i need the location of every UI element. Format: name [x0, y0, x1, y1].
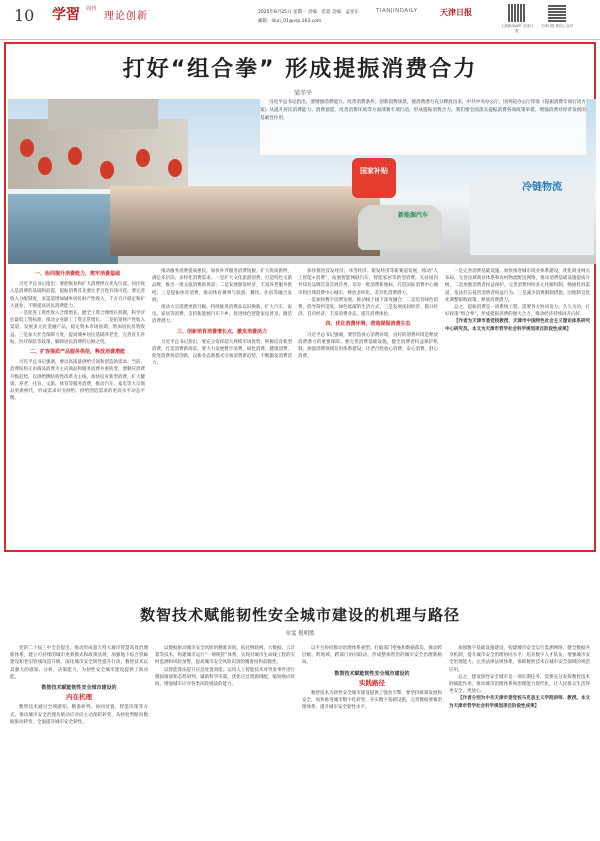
subsidy-badge: 国家补贴: [352, 158, 396, 198]
paragraph: 推动服务消费提质惠民。加快补齐服务消费短板，扩大优质供给，满足多层次、多样化消费需求。一是扩大文化旅游消费，打造特色文旅品牌，推出一批文旅消费新场景；二是发展银发经济，丰富养老服务供给；三是提振体育消费，推动体育赛事与旅游、餐饮、住宿等融合发展。: [152, 269, 292, 303]
author-note: 【作者为天津市委党校教授、天津市中国特色社会主义理论体系研究中心研究员。本文为天津市哲学社会科学规划项目阶段性成果】: [445, 319, 590, 332]
article-column: [302, 645, 442, 835]
paragraph: 以智能算法提升应急处置效能。运用人工智能技术对突发事件进行模拟推演和态势研判，辅助科学决策，优化应急资源调配，缩短响应时间，增强城市应对各类风险挑战的能力。: [155, 667, 295, 688]
qr-code-icon[interactable]: [548, 4, 566, 22]
subheading-emphasis: 实践路径: [359, 678, 385, 687]
article-author: 梁辛平: [294, 90, 313, 97]
car-label: 新能源汽车: [398, 212, 429, 219]
paragraph: 习近平总书记强调，要营造放心消费环境。良好的消费环境是释放消费潜力的重要保障。要完善消费基础设施，健全消费者权益保护机制，加强消费领域信用体系建设，让老百姓放心消费、安心消费、舒心消费。: [298, 332, 438, 360]
paragraph: 一是促进工资性收入合理增长。健全工资合理增长机制，科学评估最低工资标准，推动企业职工工资正常增长。二是拓宽财产性收入渠道，发展多元化金融产品，稳定资本市场预期，增加居民投资收益。三是加大社会保障力度，提高城乡居民基础养老金，完善育儿补贴、医疗保险等政策，解除居民消费的后顾之忧。: [10, 311, 145, 345]
author-note: 【作者分别为中共天津市委党校马克思主义学院讲师、教授。本文为天津市哲学社会科学规划项目阶段性成果】: [449, 696, 590, 709]
paper-logo-small: 周刊: [86, 6, 97, 12]
subheading: 四、优化消费环境，营造提振消费生态: [325, 321, 411, 328]
section-title: 理论创新: [104, 11, 148, 22]
paragraph: 加快推进首发经济、冰雪经济、银发经济等新赛道发展，推动“人工智能+消费”，拓展智能网联汽车、智能家居等新型消费。支持国内外知名品牌首发首展首秀，培育一批消费新地标，打造国际消费中心城市和区域消费中心城市，释放多样化、差异化消费潜力。: [298, 269, 438, 296]
article-author: 章雯 倪明胜: [285, 631, 315, 637]
article-column: [10, 645, 148, 835]
truck-label: 冷链物流: [522, 182, 562, 193]
paragraph: 一是加快数字消费发展，推动线上线下深度融合；二是培育绿色消费，倡导简约适度、绿色低碳的生活方式；三是发展夜间经济、假日经济、首店经济，丰富消费业态，提升消费体验。: [298, 297, 438, 318]
article-lead: 习近平总书记指出，要增强消费能力，改善消费条件，创新消费场景，使消费潜力充分释放出来，中共中央办公厅、国务院办公厅印发《提振消费专项行动方案》从提升居民消费能力、消费意愿、改善消费环境等方面部署专项行动，形成提振消费合力。我们要全面落实提振消费各项政策举措，增强消费对经济发展的基础性作用。: [260, 99, 586, 155]
article-column: [155, 645, 295, 835]
paper-english-name: TIANJINDAILY: [376, 8, 418, 14]
paragraph: 习近平总书记强调，要以高质量供给引领和创造新需求。当前，消费结构正由商品消费为主向商品和服务消费并重转变，要顺应消费升级趋势，以供给侧结构性改革为主线，加快培育新型消费，扩大健康、养老、托育、文旅、体育等服务消费，推动汽车、家电等大宗商品更新换代，形成需求牵引供给、供给创造需求的更高水平动态平衡。: [10, 360, 145, 402]
article-title: 打好“组合拳” 形成提振消费合力: [122, 57, 478, 82]
paragraph: 习近平总书记指出：要把恢复和扩大消费摆在优先位置。居民收入是消费的基础和前提，提振消费首先要让老百姓有钱可花。要完善收入分配制度，多渠道增加城乡居民财产性收入，千方百计稳定和扩大就业，不断提高居民消费能力。: [10, 282, 145, 309]
paragraph: 以数据驱动城市安全风险的精准识别。依托物联网、大数据、云计算等技术，构建城市运行“一网统管”体系，实现对城市生命线工程的实时监测和风险预警，提高城市安全风险识别的精准度和前瞻性。: [155, 646, 295, 666]
email-line: 邮箱：lilun_01@vip.163.com: [258, 19, 322, 24]
subheading: 二、扩容提质产品服务供给，释放消费潜能: [29, 349, 125, 356]
paragraph: 总之，建设韧性安全城市是一项长期任务，需要充分发挥数智技术的赋能作用，推动城市治理体系和治理能力现代化，让人民群众生活得更安全、更放心。: [449, 674, 590, 695]
paragraph: 总之，提振消费是一项系统工程，需要各方协同发力、久久为功，打好政策“组合拳”，形成提振消费的强大合力，推动经济持续回升向好。: [445, 305, 590, 318]
qr-label: 天津日报 微信公众号: [540, 24, 574, 28]
paragraph: 加强数字基础设施建设，构建城市安全运行监测网络；健全数据共享机制，提升城市安全治理协同水平；培育数字人才队伍，增强城市安全治理能力；完善法律法规体系，保障数智技术在城市安全领域的规范应用。: [449, 646, 590, 673]
paragraph: 党的二十届三中全会提出，推动形成超大特大城市智慧高效治理新体系，建立可持续的城市更新模式和政策法规，加强地下综合管廊建设和老旧管线改造升级，深化城市安全韧性提升行动。数智技术以其强大的感知、分析、决策能力，为韧性安全城市建设提供了新动能。: [10, 646, 148, 680]
paper-logo: 学習: [52, 7, 80, 23]
subheading: 三、创新培育消费增长点，激发消费活力: [176, 328, 267, 335]
page-number: 10: [14, 6, 35, 25]
paragraph: 一是完善消费基础设施。加快推进城市商业体系建设，优化商业网点布局，完善县域商业体系和农村物流配送网络，推动消费基础设施提质升级。二是加强消费者权益保护。完善消费纠纷多元化解机制，畅通投诉渠道，依法打击侵害消费者权益行为。三是减少消费限制措施。因地制宜优化调整限购政策，释放消费潜力。: [445, 269, 590, 303]
date-editor-line: 2025年8月25日 星期一 责编：范超 美编：孟宪东: [258, 10, 359, 15]
article-column: [10, 268, 145, 548]
qr-label: 上游新闻APP 天津日报: [500, 24, 534, 33]
subheading: 数智技术赋能韧性安全城市建设的: [334, 670, 410, 677]
qr-code-icon[interactable]: [508, 4, 526, 22]
subheading: 一、协同提升消费能力，筑牢消费基础: [34, 271, 120, 277]
article-column: [152, 268, 292, 548]
paragraph: 习近平总书记指出，要充分发挥超大规模市场优势，积极培育新型消费，打造消费新场景。要大力发展数字消费、绿色消费、健康消费，促进消费场景创新，以新业态新模式引领消费新趋势，不断激发消费活力。: [152, 339, 292, 367]
article-column: [298, 268, 438, 548]
shopping-crowd-image: [110, 186, 380, 256]
subheading: 数智技术赋能韧性安全城市建设的: [41, 685, 117, 692]
paragraph: 数智技术通过全域感知、精准研判、协同处置、智能决策等方式，推动城市安全治理从被动应对向主动预防转变，从经验判断向数据驱动转变，全面提升城市安全韧性。: [10, 705, 148, 725]
article-column: [445, 268, 590, 548]
paragraph: 以平台协同推动治理体系重塑。打破部门壁垒和数据孤岛，推动跨层级、跨地域、跨部门协同联动，形成整体智治的城市安全治理新格局。: [302, 646, 442, 666]
article-column: [449, 645, 590, 835]
paragraph: 数智技术为韧性安全城市建设提供了强劲引擎。要坚持统筹发展和安全，加快推进城市数字化转型，夯实数字基础设施，完善数据要素治理体系，提升城市安全韧性水平。: [302, 691, 442, 711]
subheading-emphasis: 内在机理: [66, 693, 92, 702]
page-header: [0, 0, 600, 40]
paragraph: 推动大宗消费更新升级。持续推进消费品以旧换新，扩大汽车、家电、家居等消费，支持新能源汽车下乡，促进绿色智能家电普及，激活消费潜力。: [152, 305, 292, 325]
tianjin-daily-logo: 天津日报: [440, 8, 472, 17]
article-title: 数智技术赋能韧性安全城市建设的机理与路径: [139, 606, 460, 624]
